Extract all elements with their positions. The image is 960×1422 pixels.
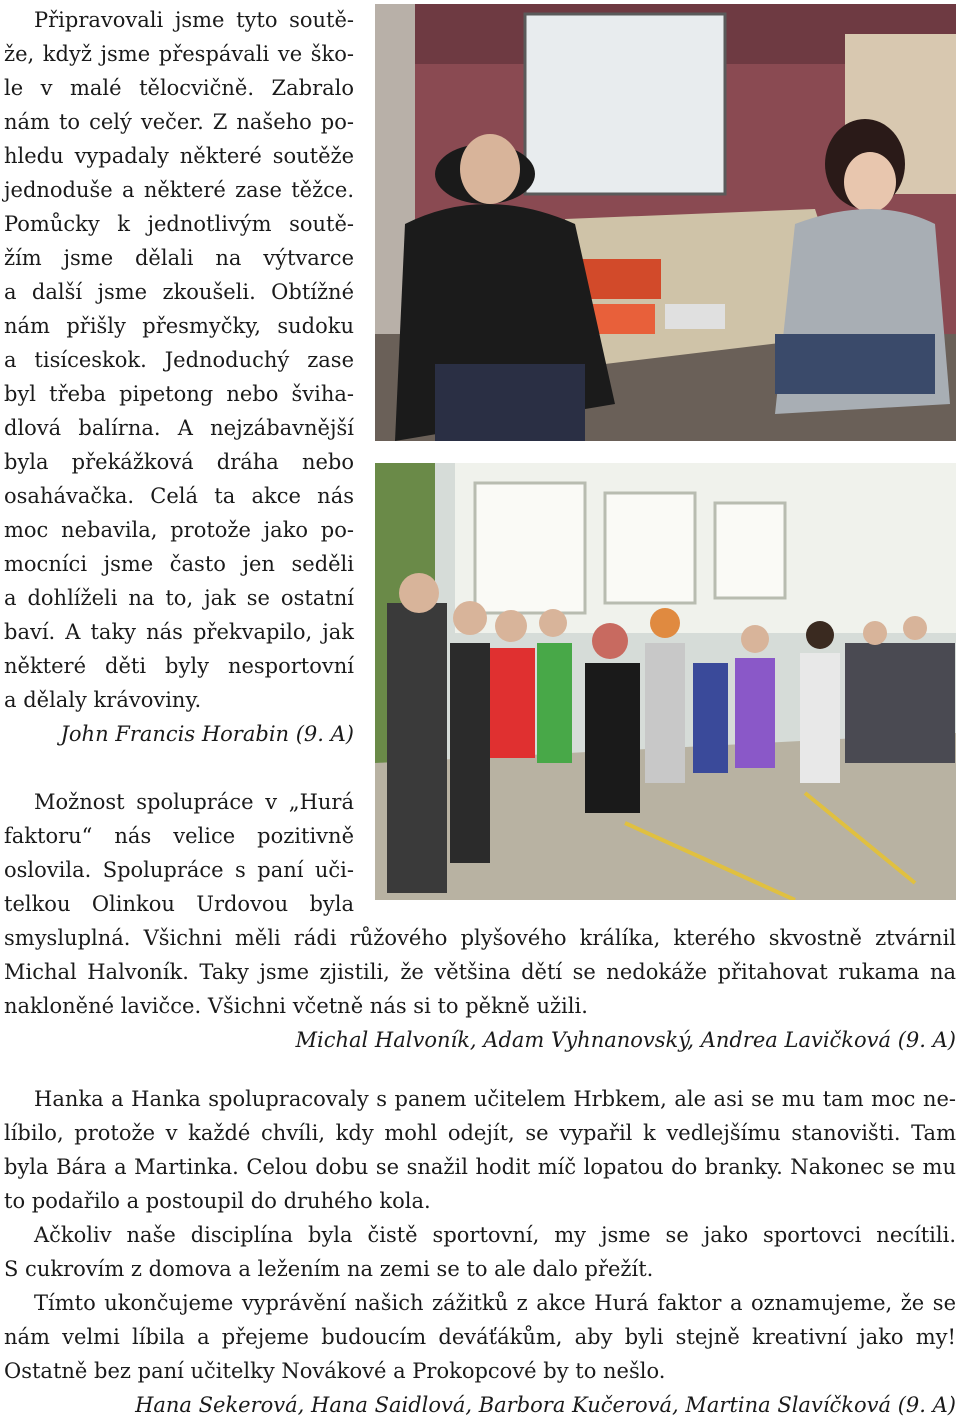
article2-signature: Michal Halvoník, Adam Vyhnanovský, Andrea Lavičková (9. A) xyxy=(295,1028,956,1052)
article3-line: Ostatně bez paní učitelky Novákové a Prokopcové by to nešlo. xyxy=(4,1359,666,1383)
article2-line: nakloněné lavičce. Všichni včetně nás si to pěkně užili. xyxy=(4,994,588,1018)
article1-line: le v malé tělocvičně. Zabralo xyxy=(4,76,354,100)
article1-line: jednoduše a některé zase těžce. xyxy=(4,178,354,202)
article3-signature: Hana Sekerová, Hana Saidlová, Barbora Kučerová, Martina Slavíčková (9. A) xyxy=(135,1393,956,1417)
article1-line: nám přišly přesmyčky, sudoku xyxy=(4,314,354,338)
article1-line: osahávačka. Celá ta akce nás xyxy=(4,484,354,508)
article1-line: hledu vypadaly některé soutěže xyxy=(4,144,354,168)
article1-line: byla překážková dráha nebo xyxy=(4,450,354,474)
article1-line: mocníci jsme často jen seděli xyxy=(4,552,354,576)
article3-line: nám velmi líbila a přejeme budoucím deváťákům, aby byli stejně kreativní jako my! xyxy=(4,1325,956,1349)
article2-line: oslovila. Spolupráce s paní uči- xyxy=(4,858,354,882)
article1-line: a další jsme zkoušeli. Obtížné xyxy=(4,280,354,304)
photo-hallway-crowd xyxy=(375,463,956,900)
article1-line: že, když jsme přespávali ve ško- xyxy=(4,42,354,66)
article2-line: smysluplná. Všichni měli rádi růžového plyšového králíka, kterého skvostně ztvárnil xyxy=(4,926,956,950)
article2-line: faktoru“ nás velice pozitivně xyxy=(4,824,354,848)
article3-line: to podařilo a postoupil do druhého kola. xyxy=(4,1189,431,1213)
article1-line: nám to celý večer. Z našeho po- xyxy=(4,110,354,134)
photo-hallway-crowd-image xyxy=(375,463,956,900)
photo-classroom-table xyxy=(375,4,956,441)
article1-line: Připravovali jsme tyto soutě- xyxy=(34,8,354,32)
photo-classroom-table-image xyxy=(375,4,956,441)
article1-line: moc nebavila, protože jako po- xyxy=(4,518,354,542)
article3-line: líbilo, protože v každé chvíli, kdy mohl odejít, se vypařil k vedlejšímu stanovišti. Tam xyxy=(4,1121,956,1145)
article1-line: dlová balírna. A nejzábavnější xyxy=(4,416,354,440)
article2-line: telkou Olinkou Urdovou byla xyxy=(4,892,354,916)
article1-line: byl třeba pipetong nebo šviha- xyxy=(4,382,354,406)
article1-line: Pomůcky k jednotlivým soutě- xyxy=(4,212,354,236)
article3-line: Hanka a Hanka spolupracovaly s panem učitelem Hrbkem, ale asi se mu tam moc ne- xyxy=(34,1087,956,1111)
article3-line: Ačkoliv naše disciplína byla čistě sportovní, my jsme se jako sportovci necítili. xyxy=(34,1223,956,1247)
article1-line: některé děti byly nesportovní xyxy=(4,654,354,678)
article1-line: a tisíceskok. Jednoduchý zase xyxy=(4,348,354,372)
article1-line: žím jsme dělali na výtvarce xyxy=(4,246,354,270)
article1-line: a dohlíželi na to, jak se ostatní xyxy=(4,586,354,610)
article3-line: S cukrovím z domova a ležením na zemi se to ale dalo přežít. xyxy=(4,1257,654,1281)
article2-line: Michal Halvoník. Taky jsme zjistili, že většina dětí se nedokáže přitahovat rukama na xyxy=(4,960,956,984)
article1-line: a dělaly krávoviny. xyxy=(4,688,202,712)
article2-line: Možnost spolupráce v „Hurá xyxy=(34,790,354,814)
article1-signature: John Francis Horabin (9. A) xyxy=(60,722,354,746)
article1-line: baví. A taky nás překvapilo, jak xyxy=(4,620,354,644)
article3-line: byla Bára a Martinka. Celou dobu se snažil hodit míč lopatou do branky. Nakonec se mu xyxy=(4,1155,956,1179)
article3-line: Tímto ukončujeme vyprávění našich zážitků z akce Hurá faktor a oznamujeme, že se xyxy=(34,1291,956,1315)
